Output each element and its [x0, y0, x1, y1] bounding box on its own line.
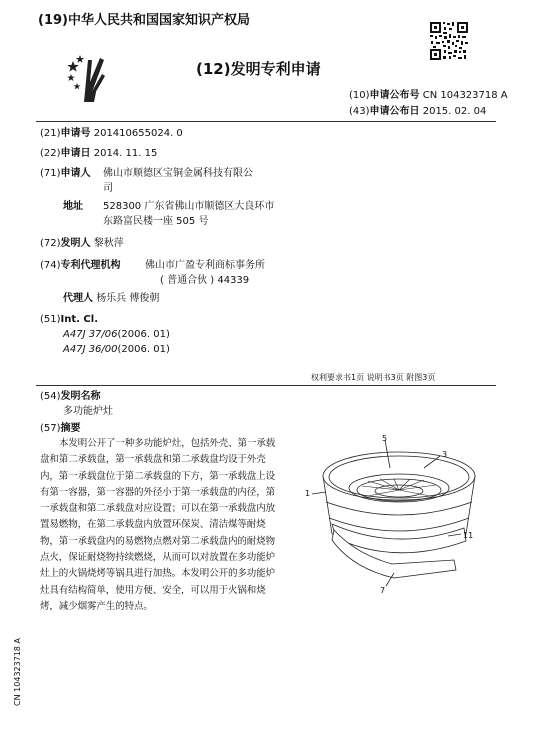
ipc-tag: (51)	[40, 314, 61, 325]
figure-label-5: 5	[382, 434, 388, 443]
pages-summary: 权利要求书1页 说明书3页 附图3页	[311, 373, 436, 382]
ipc-label: Int. Cl.	[60, 314, 98, 325]
inventor-label: 发明人	[60, 238, 91, 249]
applicant-name-line1: 佛山市顺德区宝铜金属科技有限公	[103, 168, 253, 179]
figure-label-7: 7	[380, 586, 386, 595]
figure-label-3: 3	[442, 450, 448, 459]
invention-title-tag: (54)	[40, 391, 61, 402]
abstract-header	[40, 422, 81, 436]
invention-title: 多功能炉灶	[63, 406, 113, 417]
figure-label-11: 11	[463, 531, 474, 540]
inventor-tag: (72)	[40, 238, 61, 249]
ipc-code-1: A47J 37/06	[63, 329, 118, 340]
agents-row	[63, 292, 159, 306]
office-header	[38, 9, 250, 28]
address-line2: 东路富民楼一座 505 号	[103, 216, 209, 227]
agent-label: 代理人	[63, 293, 93, 304]
applicant-label-row	[40, 167, 91, 181]
application-number-value: 201410655024. 0	[93, 128, 183, 139]
ipc-year-2: (2006. 01)	[117, 344, 170, 355]
application-date	[40, 147, 157, 161]
address-line1: 528300 广东省佛山市顺德区大良环市	[103, 201, 275, 212]
publication-number	[349, 89, 508, 103]
section-divider	[36, 385, 496, 386]
document-type-title: 发明专利申请	[230, 60, 321, 78]
agency-tag: (74)	[40, 260, 61, 271]
ipc-class-2	[63, 343, 170, 357]
ipc-class-1	[63, 328, 170, 342]
publication-number-tag: (10)	[349, 90, 370, 101]
application-number-tag: (21)	[40, 128, 61, 139]
agency-label-row	[40, 259, 121, 273]
publication-number-label: 申请公布号	[369, 90, 420, 101]
cnipa-emblem-logo	[66, 52, 108, 106]
publication-date-label: 申请公布日	[369, 106, 420, 117]
publication-date	[349, 105, 486, 119]
header-divider	[36, 121, 496, 122]
applicant-label: 申请人	[60, 168, 91, 179]
qr-code-icon	[429, 21, 469, 61]
abstract-tag: (57)	[40, 423, 61, 434]
publication-date-tag: (43)	[349, 106, 370, 117]
application-date-value: 2014. 11. 15	[93, 148, 158, 159]
figure-label-1: 1	[305, 489, 311, 498]
agency-name-line2: ( 普通合伙 ) 44339	[160, 275, 250, 286]
document-type	[196, 58, 321, 79]
publication-date-value: 2015. 02. 04	[422, 106, 487, 117]
document-type-number: (12)	[196, 60, 231, 78]
ipc-year-1: (2006. 01)	[117, 329, 170, 340]
invention-title-label: 发明名称	[60, 391, 101, 402]
agent-names: 杨乐兵 傅俊朝	[96, 293, 160, 304]
ipc-header	[40, 313, 98, 327]
side-publication-code: CN 104323718 A	[13, 638, 22, 706]
application-number	[40, 127, 183, 141]
abstract-label: 摘要	[60, 423, 81, 434]
agency-name-line1: 佛山市广盈专利商标事务所	[145, 260, 265, 271]
application-number-label: 申请号	[60, 128, 91, 139]
ipc-code-2: A47J 36/00	[63, 344, 118, 355]
address-label: 地址	[63, 201, 83, 212]
office-name: 中华人民共和国国家知识产权局	[67, 13, 250, 28]
applicant-tag: (71)	[40, 168, 61, 179]
abstract-text: 本发明公开了一种多功能炉灶，包括外壳、第一承载盘和第二承载盘，第一承载盘和第二承载盘均设于外壳内，第一承载盘位于第二承载盘的下方，第一承载盘上设有第一容器，第一容器的外径小于第一承载盘的内径，第一承载盘和第二承载盘对应设置；可以在第一承载盘内放置易燃物，在第二承载盘内放置环保炭、清洁煤等耐烧物，第一承载盘内的易燃物点燃对第二承载盘内的耐烧物点火，保证耐烧物持续燃烧，从而可以对放置在多功能炉灶上的火锅烧烤等锅具进行加热。本发明公开的多功能炉灶具有结构简单，使用方便、安全，可以用于火锅和烧烤，减少烟雾产生的特点。	[40, 438, 276, 612]
publication-number-value: CN 104323718 A	[422, 90, 508, 101]
inventor	[40, 237, 124, 251]
application-date-tag: (22)	[40, 148, 61, 159]
stove-drawing-figure	[296, 428, 496, 598]
agency-label: 专利代理机构	[60, 260, 121, 271]
invention-title-header	[40, 390, 101, 404]
inventor-name: 黎秋萍	[93, 238, 124, 249]
application-date-label: 申请日	[60, 148, 91, 159]
office-number: (19)	[38, 13, 68, 28]
applicant-name-line2: 司	[103, 183, 113, 194]
